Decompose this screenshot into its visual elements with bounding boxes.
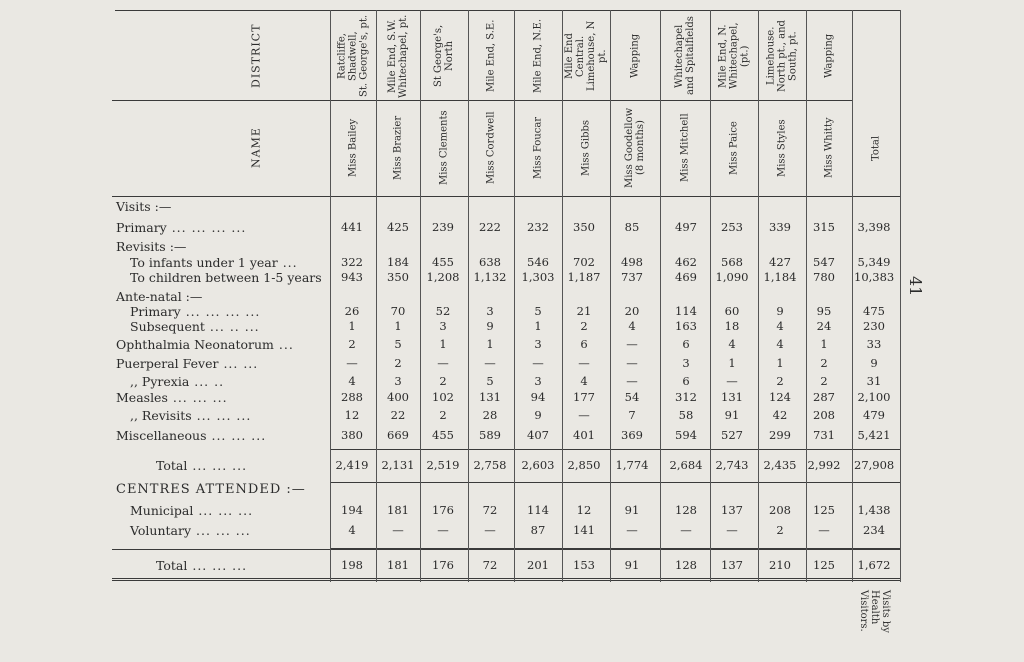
table-cell: 1 <box>728 356 736 370</box>
table-cell: 7 <box>628 408 636 422</box>
table-cell: 5,421 <box>857 428 891 442</box>
table-cell: 943 <box>341 270 363 284</box>
table-cell: 2 <box>580 319 588 333</box>
leader-dots: ... .. ... <box>204 319 260 334</box>
table-cell: 1,187 <box>567 270 601 284</box>
table-cell: — <box>578 408 590 422</box>
row-label-text: Primary <box>130 304 181 319</box>
row-label-text: Puerperal Fever <box>116 356 219 371</box>
table-cell: 210 <box>769 558 791 572</box>
table-cell: 5,349 <box>857 255 891 269</box>
visitor-name-cell: Miss Paice <box>728 121 740 175</box>
table-cell: 181 <box>387 503 409 517</box>
table-cell: 2,435 <box>763 458 797 472</box>
row-label <box>130 408 251 423</box>
table-rule <box>112 578 900 579</box>
table-cell: 18 <box>724 319 740 333</box>
table-cell: 427 <box>769 255 791 269</box>
table-cell: 1,090 <box>715 270 749 284</box>
table-rule <box>112 196 900 197</box>
table-cell: 2 <box>439 374 447 388</box>
table-cell: 201 <box>527 558 549 572</box>
table-cell: — <box>532 356 544 370</box>
table-cell: 2,603 <box>521 458 555 472</box>
leader-dots: ... ... ... ... <box>180 304 261 319</box>
table-cell: 287 <box>813 390 835 404</box>
row-label <box>116 390 228 405</box>
table-cell: 181 <box>387 558 409 572</box>
row-label-text: Subsequent <box>130 319 205 334</box>
row-label-text: To children between 1-5 years <box>130 270 322 285</box>
row-label <box>116 239 186 254</box>
table-cell: 5 <box>534 304 542 318</box>
table-cell: — <box>484 523 496 537</box>
visitor-name-cell: Miss Brazier <box>392 115 404 181</box>
leader-dots: ... ... ... <box>191 408 252 423</box>
table-cell: 194 <box>341 503 363 517</box>
table-cell: — <box>726 374 738 388</box>
table-cell: 24 <box>816 319 832 333</box>
table-cell: 95 <box>816 304 832 318</box>
visitor-name-cell: Miss Cordwell <box>485 111 497 185</box>
table-cell: 2 <box>776 523 784 537</box>
table-cell: 28 <box>482 408 498 422</box>
table-cell: 441 <box>341 220 363 234</box>
table-cell: 2 <box>820 356 828 370</box>
table-cell: 6 <box>682 374 690 388</box>
table-cell: — <box>726 523 738 537</box>
table-cell: 234 <box>863 523 885 537</box>
district-header: DISTRICT <box>249 23 263 89</box>
row-label-text: Total <box>156 558 188 573</box>
row-label-text: Ophthalmia Neonatorum <box>116 337 274 352</box>
table-cell: 20 <box>624 304 640 318</box>
table-cell: 2 <box>776 374 784 388</box>
table-cell: 547 <box>813 255 835 269</box>
table-cell: 22 <box>390 408 406 422</box>
table-cell: 288 <box>341 390 363 404</box>
row-label-text: Ante-natal :— <box>116 289 203 304</box>
table-cell: 497 <box>675 220 697 234</box>
visitor-name-cell: Miss Clements <box>438 110 450 186</box>
table-cell: 9 <box>776 304 784 318</box>
row-label <box>116 356 258 371</box>
table-cell: — <box>392 523 404 537</box>
table-cell: 2,850 <box>567 458 601 472</box>
table-cell: 125 <box>813 503 835 517</box>
leader-dots: ... ... ... <box>187 558 248 573</box>
table-cell: 94 <box>530 390 546 404</box>
table-rule <box>112 100 852 101</box>
visitor-name-cell: Miss Whitty <box>823 117 835 179</box>
leader-dots: ... ... ... <box>187 458 248 473</box>
table-cell: 31 <box>866 374 882 388</box>
table-cell: 1,132 <box>473 270 507 284</box>
row-label-text: ,, Pyrexia <box>130 374 190 389</box>
table-rule <box>330 449 900 450</box>
row-label-text: Municipal <box>130 503 194 518</box>
table-cell: 72 <box>482 503 498 517</box>
table-cell: 42 <box>772 408 788 422</box>
row-label-text: To infants under 1 year <box>130 255 278 270</box>
table-cell: 9 <box>870 356 878 370</box>
district-cell: Mile End, N.E. <box>532 19 544 93</box>
table-cell: — <box>437 523 449 537</box>
table-cell: 208 <box>769 503 791 517</box>
table-cell: 91 <box>624 503 640 517</box>
row-label <box>156 458 247 473</box>
leader-dots: ... <box>273 337 294 352</box>
table-cell: 125 <box>813 558 835 572</box>
table-cell: 4 <box>348 374 356 388</box>
table-cell: 253 <box>721 220 743 234</box>
table-cell: 737 <box>621 270 643 284</box>
leader-dots: ... <box>277 255 298 270</box>
table-cell: 21 <box>576 304 592 318</box>
leader-dots: ... ... ... <box>167 390 228 405</box>
table-cell: 6 <box>580 337 588 351</box>
table-cell: 780 <box>813 270 835 284</box>
side-caption: Visits by Health Visitors. <box>858 590 891 633</box>
row-label <box>130 304 260 319</box>
table-cell: 52 <box>435 304 451 318</box>
table-cell: 232 <box>527 220 549 234</box>
table-cell: 3 <box>394 374 402 388</box>
table-cell: 72 <box>482 558 498 572</box>
table-cell: 54 <box>624 390 640 404</box>
table-cell: 475 <box>863 304 885 318</box>
table-cell: 208 <box>813 408 835 422</box>
column-rule <box>900 10 901 582</box>
table-cell: 176 <box>432 558 454 572</box>
table-cell: 568 <box>721 255 743 269</box>
district-cell: Wapping <box>823 33 835 79</box>
row-label-text: Primary <box>116 220 167 235</box>
table-cell: 27,908 <box>854 458 895 472</box>
table-cell: 3 <box>439 319 447 333</box>
leader-dots: ... .. <box>189 374 225 389</box>
table-cell: 455 <box>432 255 454 269</box>
table-cell: 4 <box>776 319 784 333</box>
table-cell: 6 <box>682 337 690 351</box>
table-cell: 5 <box>394 337 402 351</box>
table-cell: 498 <box>621 255 643 269</box>
table-cell: 3 <box>486 304 494 318</box>
table-cell: 1,438 <box>857 503 891 517</box>
table-cell: 589 <box>479 428 501 442</box>
table-cell: — <box>346 356 358 370</box>
table-cell: 2 <box>394 356 402 370</box>
table-cell: — <box>626 523 638 537</box>
table-cell: 128 <box>675 558 697 572</box>
table-cell: 594 <box>675 428 697 442</box>
district-cell: Mile End, N. Whitechapel, (pt.) <box>717 22 751 90</box>
row-label <box>130 503 253 518</box>
row-label-text: Measles <box>116 390 168 405</box>
table-cell: 1 <box>439 337 447 351</box>
column-rule <box>852 10 853 582</box>
table-cell: 479 <box>863 408 885 422</box>
table-cell: — <box>578 356 590 370</box>
table-cell: 163 <box>675 319 697 333</box>
table-cell: — <box>626 337 638 351</box>
table-cell: 299 <box>769 428 791 442</box>
table-cell: 322 <box>341 255 363 269</box>
district-cell: Mile End, S.W. Whitechapel, pt. <box>387 14 409 98</box>
table-cell: 1 <box>486 337 494 351</box>
table-cell: 425 <box>387 220 409 234</box>
table-cell: 137 <box>721 503 743 517</box>
table-cell: 339 <box>769 220 791 234</box>
table-cell: 33 <box>866 337 882 351</box>
visitor-name-cell: Miss Bailey <box>347 118 359 178</box>
row-label <box>116 482 306 497</box>
visitor-name-cell: Miss Gibbs <box>580 120 592 177</box>
table-cell: 137 <box>721 558 743 572</box>
total-header: Total <box>870 135 882 161</box>
table-cell: 350 <box>387 270 409 284</box>
page-number: 41 <box>906 276 925 297</box>
table-cell: 131 <box>479 390 501 404</box>
row-label-text: ,, Revisits <box>130 408 192 423</box>
table-rule <box>112 549 900 550</box>
table-cell: 369 <box>621 428 643 442</box>
row-label <box>116 289 202 304</box>
table-cell: — <box>437 356 449 370</box>
table-cell: 2,758 <box>473 458 507 472</box>
row-label <box>130 319 260 334</box>
visitor-name-cell: Miss Goodellow (8 months) <box>624 107 646 189</box>
table-cell: 114 <box>527 503 549 517</box>
row-label-text: CENTRES ATTENDED :— <box>116 482 306 497</box>
table-cell: 153 <box>573 558 595 572</box>
leader-dots: ... ... ... <box>191 523 251 538</box>
table-cell: — <box>680 523 692 537</box>
district-cell: Whitechapel and Spitalfields <box>674 16 696 96</box>
row-label <box>116 428 266 443</box>
table-cell: 102 <box>432 390 454 404</box>
table-cell: 91 <box>724 408 740 422</box>
row-label <box>116 220 246 235</box>
table-cell: 128 <box>675 503 697 517</box>
table-cell: 2,519 <box>426 458 460 472</box>
table-cell: 638 <box>479 255 501 269</box>
row-label-text: Visits :— <box>116 199 172 214</box>
table-cell: — <box>818 523 830 537</box>
table-cell: 2,131 <box>381 458 415 472</box>
table-cell: 230 <box>863 319 885 333</box>
district-cell: St George's, North <box>433 24 455 88</box>
row-label <box>116 337 294 352</box>
table-cell: 124 <box>769 390 791 404</box>
table-cell: 350 <box>573 220 595 234</box>
table-cell: 1,208 <box>426 270 460 284</box>
table-cell: 12 <box>344 408 360 422</box>
row-label-text: Miscellaneous <box>116 428 207 443</box>
table-cell: 177 <box>573 390 595 404</box>
table-cell: 1,774 <box>615 458 649 472</box>
table-cell: 546 <box>527 255 549 269</box>
table-cell: 4 <box>776 337 784 351</box>
table-cell: 380 <box>341 428 363 442</box>
table-cell: 312 <box>675 390 697 404</box>
table-cell: 87 <box>530 523 546 537</box>
table-cell: 1 <box>348 319 356 333</box>
visitor-name-cell: Miss Foucar <box>532 116 544 180</box>
table-cell: 400 <box>387 390 409 404</box>
table-cell: 407 <box>527 428 549 442</box>
table-cell: 3 <box>534 374 542 388</box>
table-cell: 5 <box>486 374 494 388</box>
table-cell: 9 <box>534 408 542 422</box>
table-cell: 131 <box>721 390 743 404</box>
table-cell: — <box>626 374 638 388</box>
row-label <box>130 255 298 270</box>
table-cell: 141 <box>573 523 595 537</box>
table-cell: 1,303 <box>521 270 555 284</box>
visitor-name-cell: Miss Mitchell <box>679 113 691 183</box>
table-cell: 1 <box>776 356 784 370</box>
row-label <box>130 523 251 538</box>
table-cell: 239 <box>432 220 454 234</box>
table-rule <box>112 580 900 581</box>
table-cell: 10,383 <box>854 270 895 284</box>
table-cell: 2 <box>348 337 356 351</box>
table-cell: 401 <box>573 428 595 442</box>
table-cell: 1 <box>394 319 402 333</box>
table-cell: 222 <box>479 220 501 234</box>
row-label-text: Revisits :— <box>116 239 187 254</box>
table-cell: 455 <box>432 428 454 442</box>
table-cell: 3,398 <box>857 220 891 234</box>
district-cell: Mile End, S.E. <box>485 19 497 93</box>
row-label-text: Total <box>156 458 188 473</box>
district-cell: Ratcliffe, Shadwell, St. George's, pt. <box>336 14 370 98</box>
table-cell: 527 <box>721 428 743 442</box>
row-label <box>156 558 247 573</box>
table-cell: 4 <box>348 523 356 537</box>
row-label <box>116 199 171 214</box>
table-cell: 2 <box>439 408 447 422</box>
table-cell: 469 <box>675 270 697 284</box>
table-cell: 85 <box>624 220 640 234</box>
table-cell: 462 <box>675 255 697 269</box>
district-cell: Wapping <box>629 33 641 79</box>
table-cell: 91 <box>624 558 640 572</box>
leader-dots: ... ... ... <box>206 428 267 443</box>
table-cell: 1,184 <box>763 270 797 284</box>
leader-dots: ... ... ... ... <box>166 220 247 235</box>
table-cell: 1 <box>534 319 542 333</box>
table-cell: — <box>626 356 638 370</box>
table-cell: 70 <box>390 304 406 318</box>
table-cell: 731 <box>813 428 835 442</box>
table-cell: 2,743 <box>715 458 749 472</box>
table-cell: 4 <box>628 319 636 333</box>
table-cell: 315 <box>813 220 835 234</box>
table-cell: 2,419 <box>335 458 369 472</box>
name-header: NAME <box>249 127 263 169</box>
leader-dots: ... ... <box>218 356 259 371</box>
row-label-text: Voluntary <box>130 523 192 538</box>
leader-dots: ... ... ... <box>193 503 254 518</box>
table-cell: 1,672 <box>857 558 891 572</box>
table-cell: 2,100 <box>857 390 891 404</box>
table-cell: 12 <box>576 503 592 517</box>
table-cell: 114 <box>675 304 697 318</box>
table-cell: 702 <box>573 255 595 269</box>
district-cell: Limehouse. North pt., and South, pt. <box>765 20 799 92</box>
table-rule <box>330 482 900 483</box>
table-cell: 176 <box>432 503 454 517</box>
table-cell: 669 <box>387 428 409 442</box>
table-cell: 9 <box>486 319 494 333</box>
table-cell: — <box>484 356 496 370</box>
table-cell: 2 <box>820 374 828 388</box>
table-cell: 60 <box>724 304 740 318</box>
district-cell: Mile End Central. Limehouse, N pt. <box>564 20 608 92</box>
table-cell: 184 <box>387 255 409 269</box>
table-rule <box>115 10 900 11</box>
table-cell: 2,992 <box>807 458 841 472</box>
table-cell: 4 <box>580 374 588 388</box>
table-cell: 1 <box>820 337 828 351</box>
table-cell: 2,684 <box>669 458 703 472</box>
table-cell: 3 <box>534 337 542 351</box>
table-cell: 3 <box>682 356 690 370</box>
row-label <box>130 374 224 389</box>
row-label <box>130 270 322 285</box>
visitor-name-cell: Miss Styles <box>776 119 788 177</box>
table-cell: 26 <box>344 304 360 318</box>
table-cell: 198 <box>341 558 363 572</box>
table-cell: 4 <box>728 337 736 351</box>
table-cell: 58 <box>678 408 694 422</box>
